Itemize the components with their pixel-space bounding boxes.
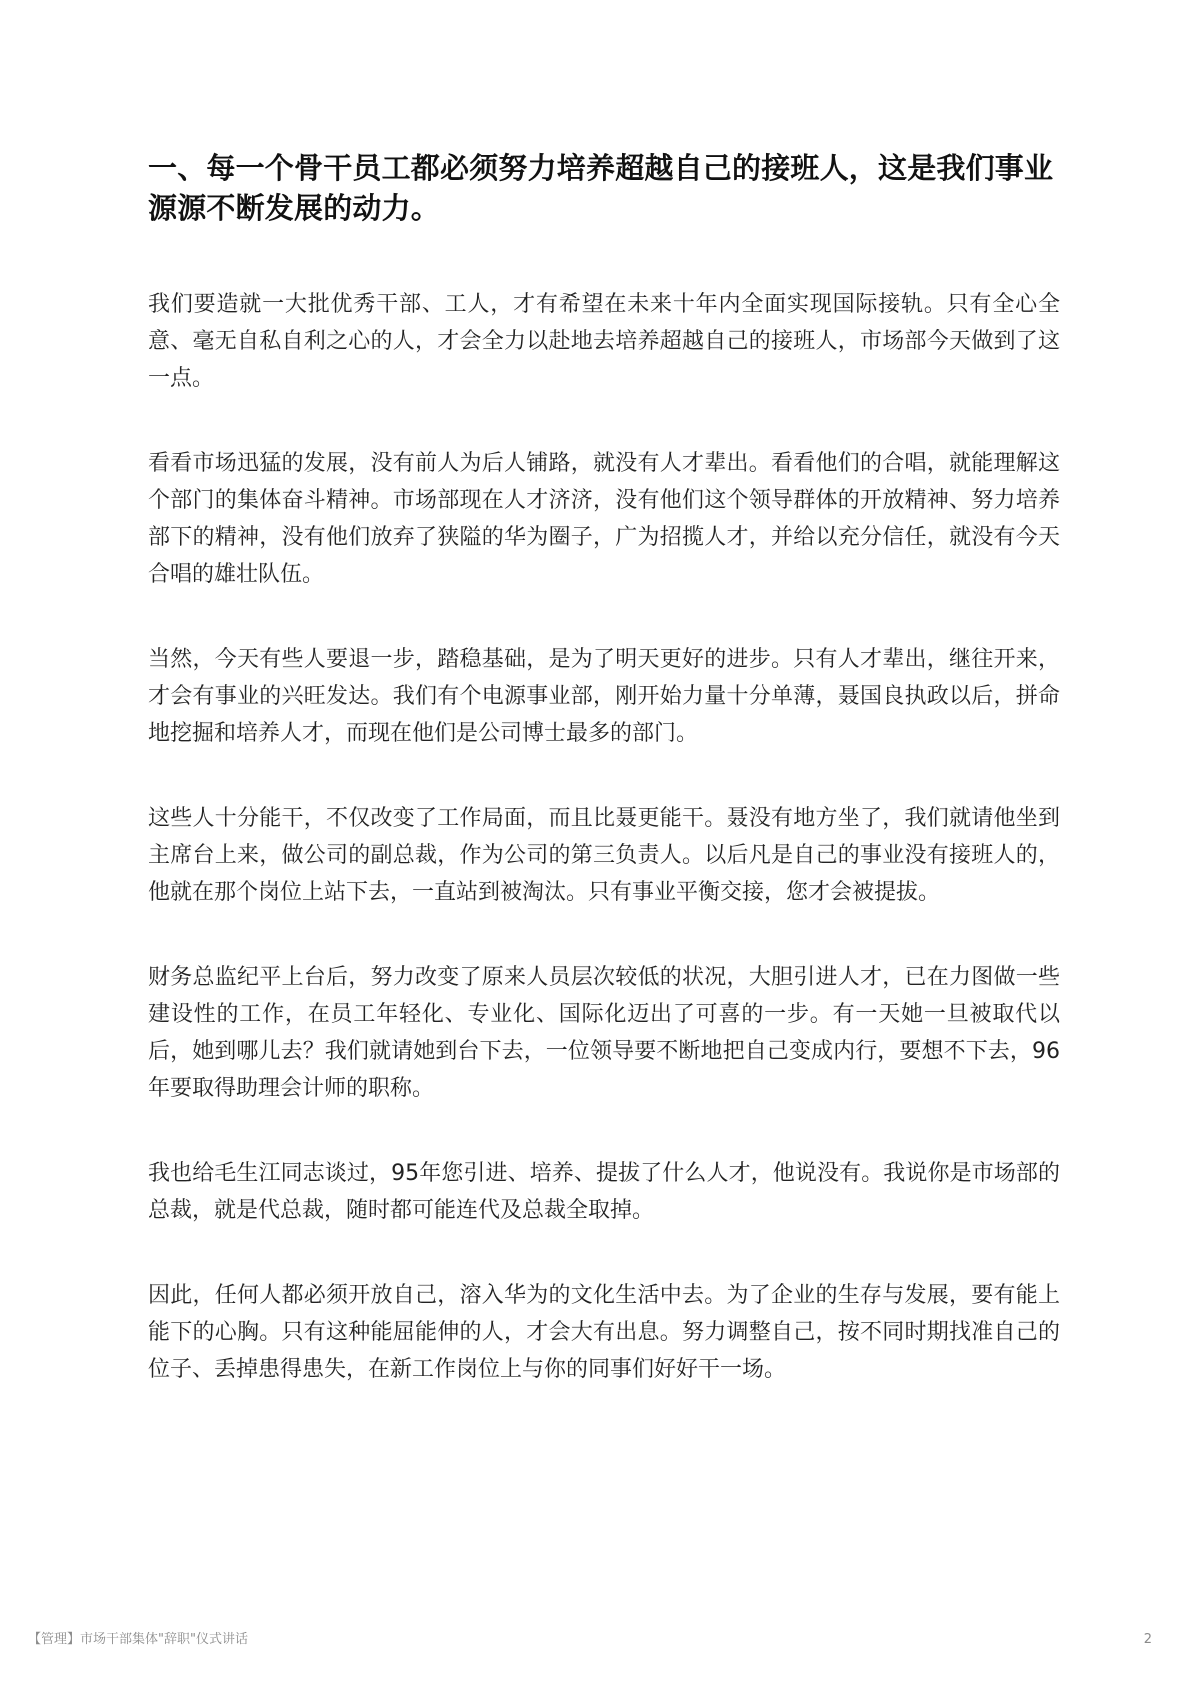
- section-heading: 一、每一个骨干员工都必须努力培养超越自己的接班人，这是我们事业源源不断发展的动力。: [148, 151, 1054, 225]
- paragraph-5: 财务总监纪平上台后，努力改变了原来人员层次较低的状况，大胆引进人才，已在力图做一些建设性的工作，在员工年轻化、专业化、国际化迈出了可喜的一步。有一天她一旦被取代以后，她到哪儿去？我们就请她到台下去，一位领导要不断地把自己变成内行，要想不下去，96年要取得助理会计师的职称。: [148, 965, 1060, 1101]
- paragraph-2: 看看市场迅猛的发展，没有前人为后人铺路，就没有人才辈出。看看他们的合唱，就能理解这个部门的集体奋斗精神。市场部现在人才济济，没有他们这个领导群体的开放精神、努力培养部下的精神，没有他们放弃了狭隘的华为圈子，广为招揽人才，并给以充分信任，就没有今天合唱的雄壮队伍。: [148, 451, 1060, 587]
- footer-page-number: 2: [1143, 1632, 1152, 1647]
- page-footer: [0, 1628, 1200, 1652]
- paragraph-4: 这些人十分能干，不仅改变了工作局面，而且比聂更能干。聂没有地方坐了，我们就请他坐到主席台上来，做公司的副总裁，作为公司的第三负责人。以后凡是自己的事业没有接班人的，他就在那个岗位上站下去，一直站到被淘汰。只有事业平衡交接，您才会被提拔。: [148, 806, 1060, 905]
- footer-document-title: 【管理】市场干部集体"辞职"仪式讲话: [28, 1632, 248, 1647]
- paragraph-1: 我们要造就一大批优秀干部、工人，才有希望在未来十年内全面实现国际接轨。只有全心全意、毫无自私自利之心的人，才会全力以赴地去培养超越自己的接班人，市场部今天做到了这一点。: [148, 292, 1060, 391]
- paragraph-3: 当然，今天有些人要退一步，踏稳基础，是为了明天更好的进步。只有人才辈出，继往开来，才会有事业的兴旺发达。我们有个电源事业部，刚开始力量十分单薄，聂国良执政以后，拼命地挖掘和培养人才，而现在他们是公司博士最多的部门。: [148, 647, 1060, 746]
- document-body: [148, 148, 1060, 1436]
- paragraph-6: 我也给毛生江同志谈过，95年您引进、培养、提拔了什么人才，他说没有。我说你是市场部的总裁，就是代总裁，随时都可能连代及总裁全取掉。: [148, 1161, 1060, 1223]
- paragraph-7: 因此，任何人都必须开放自己，溶入华为的文化生活中去。为了企业的生存与发展，要有能上能下的心胸。只有这种能屈能伸的人，才会大有出息。努力调整自己，按不同时期找准自己的位子、丢掉患得患失，在新工作岗位上与你的同事们好好干一场。: [148, 1283, 1060, 1382]
